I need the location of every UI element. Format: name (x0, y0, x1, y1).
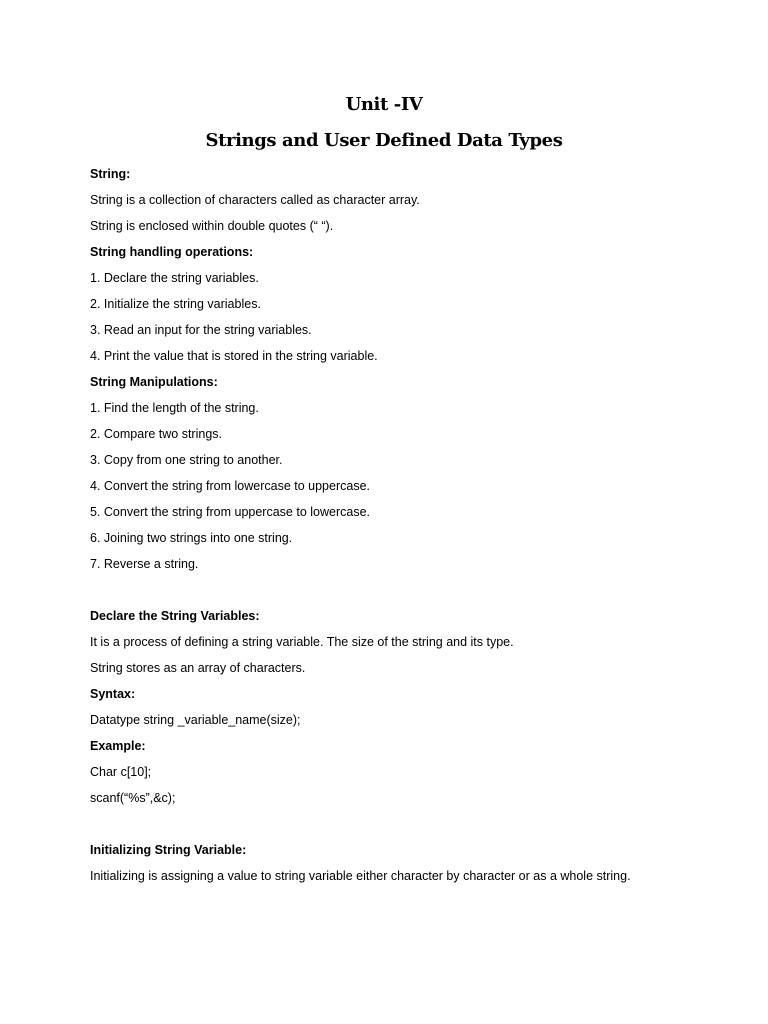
manipulations-list-item: 7. Reverse a string. (90, 557, 199, 571)
example-code-line: scanf(“%s”,&c); (90, 791, 176, 805)
example-heading: Example: (90, 739, 146, 753)
manipulations-list-item: 2. Compare two strings. (90, 427, 222, 441)
manipulations-list-item: 4. Convert the string from lowercase to uppercase. (90, 479, 370, 493)
example-code-line: Char c[10]; (90, 765, 152, 779)
operations-heading: String handling operations: (90, 245, 254, 259)
operations-list-item: 4. Print the value that is stored in the string variable. (90, 349, 378, 363)
manipulations-list-item: 3. Copy from one string to another. (90, 453, 283, 467)
manipulations-list-item: 6. Joining two strings into one string. (90, 531, 293, 545)
declare-text-line: It is a process of defining a string variable. The size of the string and its type. (90, 635, 514, 649)
operations-list-item: 1. Declare the string variables. (90, 271, 259, 285)
initializing-heading: Initializing String Variable: (90, 843, 247, 857)
string-definition-line: String is a collection of characters called as character array. (90, 193, 420, 207)
syntax-text: Datatype string _variable_name(size); (90, 713, 301, 727)
syntax-heading: Syntax: (90, 687, 136, 701)
operations-list-item: 3. Read an input for the string variables. (90, 323, 312, 337)
declare-text-line: String stores as an array of characters. (90, 661, 306, 675)
initializing-text: Initializing is assigning a value to string variable either character by character or as a whole string. (90, 869, 631, 883)
manipulations-list-item: 1. Find the length of the string. (90, 401, 259, 415)
unit-title: Unit -IV (345, 94, 423, 115)
string-definition-line: String is enclosed within double quotes (“ “). (90, 219, 334, 233)
manipulations-heading: String Manipulations: (90, 375, 218, 389)
operations-list-item: 2. Initialize the string variables. (90, 297, 261, 311)
manipulations-list-item: 5. Convert the string from uppercase to lowercase. (90, 505, 370, 519)
chapter-title: Strings and User Defined Data Types (205, 130, 563, 151)
declare-heading: Declare the String Variables: (90, 609, 260, 623)
string-heading: String: (90, 167, 131, 181)
